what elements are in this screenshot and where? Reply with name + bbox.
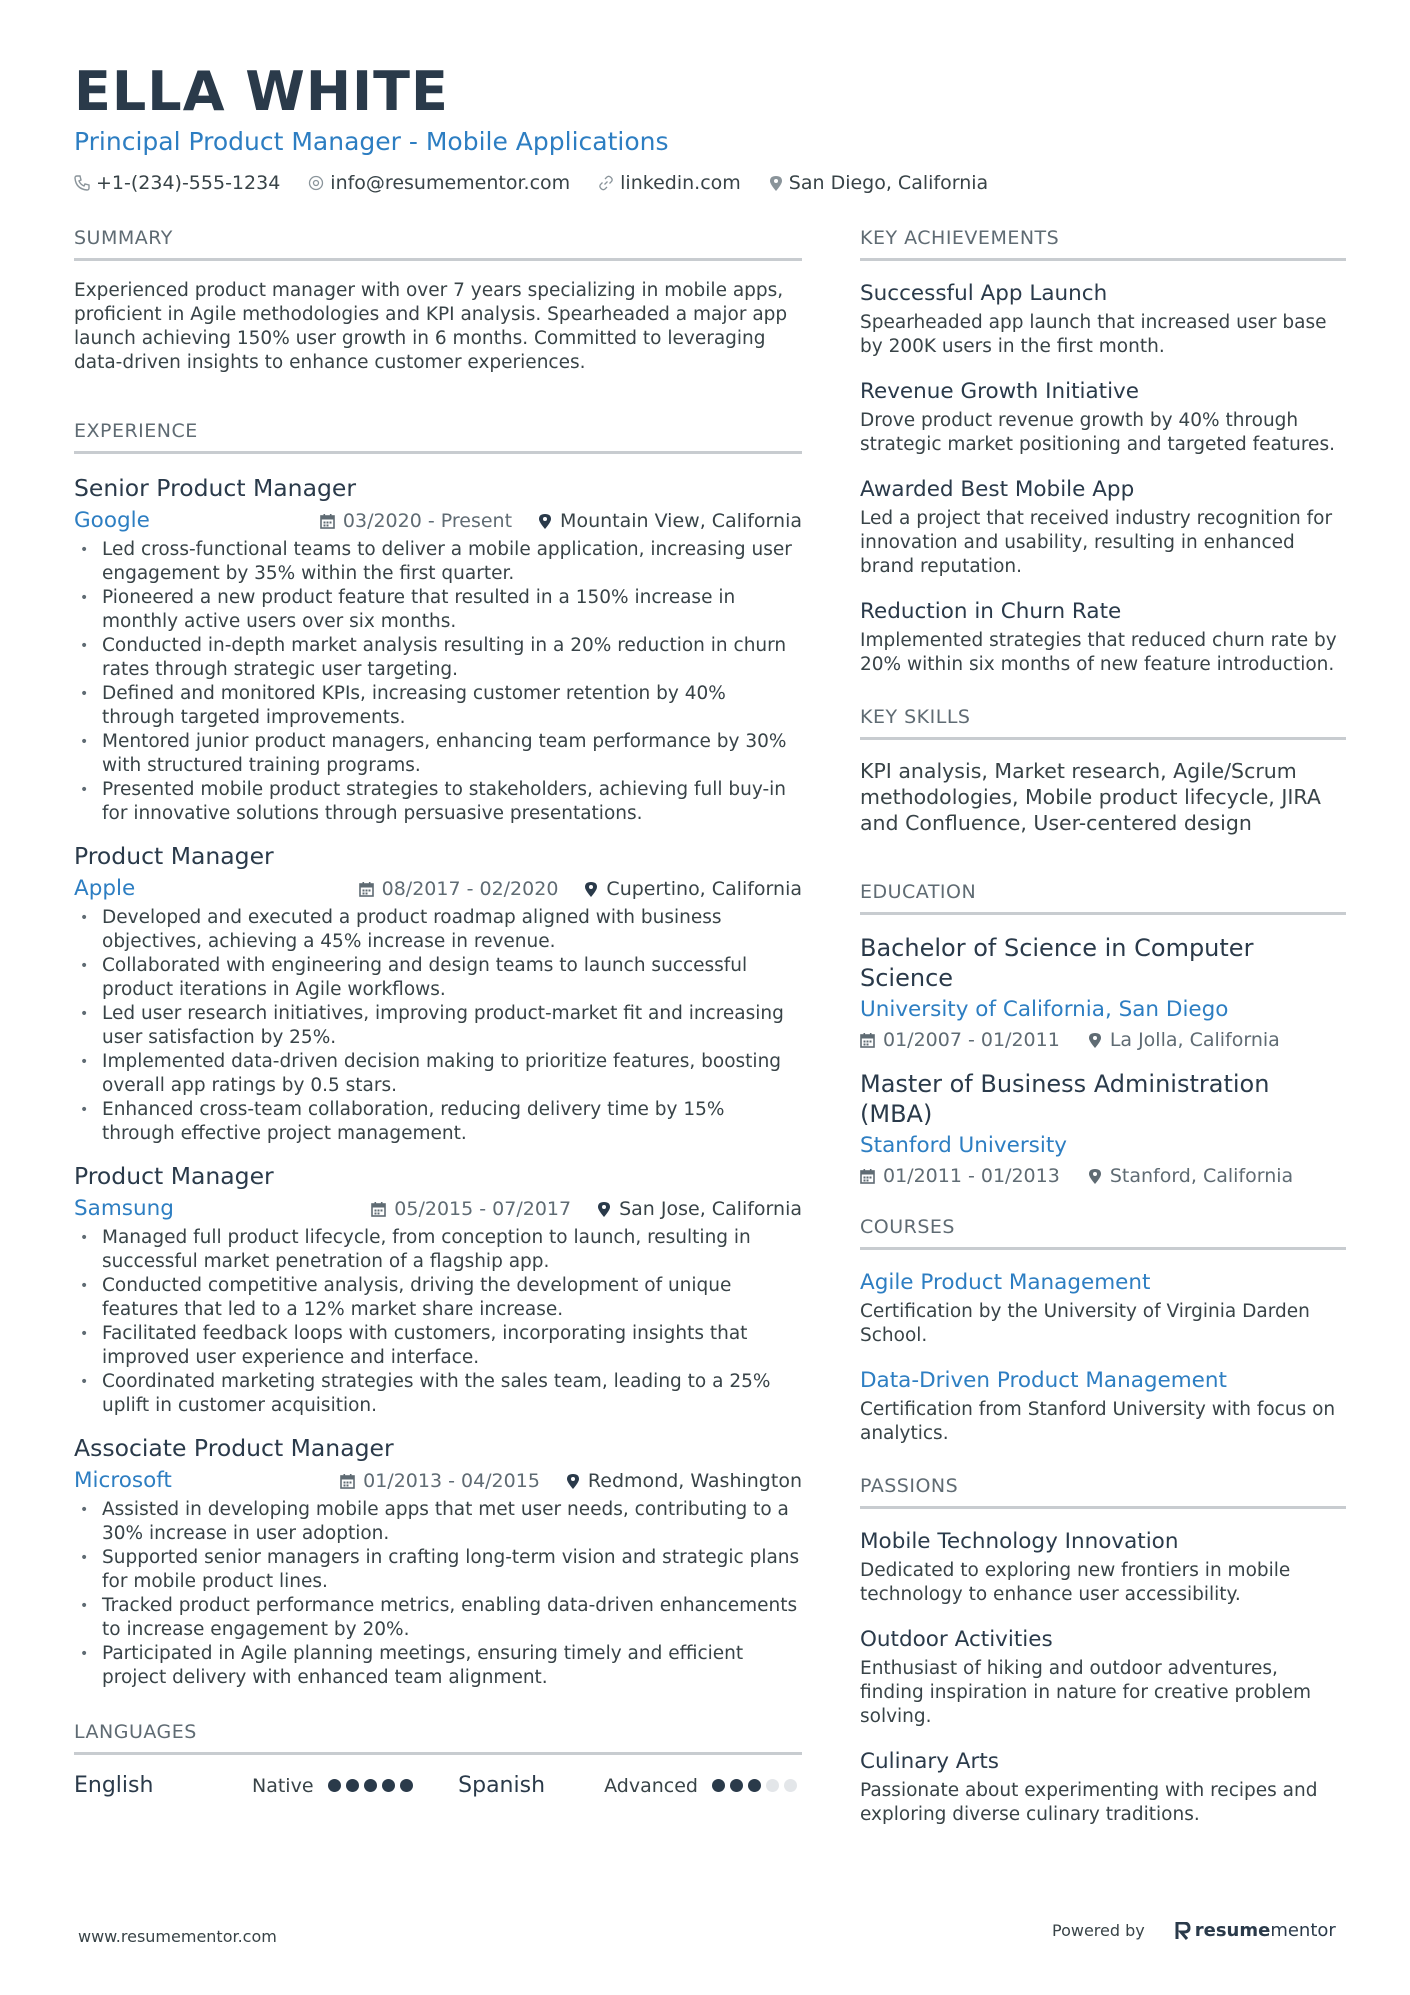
- rating-dot-filled: [382, 1779, 395, 1792]
- summary-text: Experienced product manager with over 7 years specializing in mobile apps, proficient in Agile methodologies and KPI analysis. Spearheaded a major app launch achieving 150% user growth in 6 months. Committed to leveraging data-driven insights to enhance customer experiences.: [74, 280, 788, 373]
- course-name: Data-Driven Product Management: [860, 1368, 1227, 1393]
- achievement-desc: Spearheaded app launch that increased user base by 200K users in the first month.: [860, 312, 1327, 357]
- job-dates: 05/2015 - 07/2017: [371, 1198, 571, 1220]
- job-bullets: [74, 538, 802, 826]
- contact-phone[interactable]: [74, 172, 280, 194]
- rating-dot-filled: [346, 1779, 359, 1792]
- phone-text: +1-(234)-555-1234: [96, 172, 281, 194]
- education-dates: 01/2007 - 01/2011: [860, 1029, 1060, 1051]
- left-column: [74, 226, 802, 1798]
- achievement-item: [860, 279, 1346, 359]
- job-dates: 08/2017 - 02/2020: [359, 878, 559, 900]
- bullet-item: • Defined and monitored KPIs, increasing customer retention by 40% through targeted improvements.: [74, 682, 802, 730]
- achievement-item: [860, 597, 1346, 677]
- bullet-item: • Conducted competitive analysis, driving the development of unique features that led to a 12% market share increase.: [74, 1274, 802, 1322]
- course-item: [860, 1366, 1346, 1446]
- company-name: Google: [74, 508, 150, 533]
- course-desc: Certification by the University of Virginia Darden School.: [860, 1301, 1310, 1346]
- contact-email[interactable]: [308, 172, 570, 194]
- experience-heading: EXPERIENCE: [74, 419, 802, 454]
- candidate-title: Principal Product Manager - Mobile Applications: [74, 127, 669, 156]
- passion-item: [860, 1747, 1346, 1827]
- education-section: [860, 880, 1346, 1187]
- job-title: Associate Product Manager: [74, 1434, 394, 1462]
- resumementor-logo-icon: [1175, 1922, 1191, 1940]
- contact-linkedin[interactable]: [598, 172, 741, 194]
- education-location: Stanford, California: [1088, 1165, 1293, 1187]
- education-location: La Jolla, California: [1088, 1029, 1280, 1051]
- languages-row: [74, 1773, 802, 1798]
- at-icon: [308, 175, 324, 191]
- job-bullets: [74, 1226, 802, 1418]
- footer-powered-by: [1052, 1920, 1336, 1941]
- location-pin-icon: [584, 881, 598, 898]
- achievement-item: [860, 377, 1346, 457]
- candidate-name: ELLA WHITE: [74, 60, 449, 123]
- achievements-section: [860, 226, 1346, 677]
- passions-heading: PASSIONS: [860, 1474, 1346, 1509]
- rating-dot-filled: [712, 1779, 725, 1792]
- company-name: Apple: [74, 876, 136, 901]
- language-name: Spanish: [458, 1773, 546, 1798]
- school-name: University of California, San Diego: [860, 997, 1229, 1022]
- rating-dot-filled: [748, 1779, 761, 1792]
- passion-title: Culinary Arts: [860, 1749, 999, 1774]
- calendar-icon: [359, 881, 374, 897]
- language-rating: [712, 1779, 802, 1792]
- languages-section: [74, 1720, 802, 1798]
- passions-section: [860, 1474, 1346, 1827]
- language-rating: [328, 1779, 418, 1792]
- job-meta: [74, 506, 802, 536]
- course-name: Agile Product Management: [860, 1270, 1151, 1295]
- job-location: Redmond, Washington: [566, 1470, 802, 1492]
- bullet-item: • Collaborated with engineering and design teams to launch successful product iterations in Agile workflows.: [74, 954, 802, 1002]
- bullet-item: • Mentored junior product managers, enhancing team performance by 30% with structured training programs.: [74, 730, 802, 778]
- education-heading: EDUCATION: [860, 880, 1346, 915]
- linkedin-text: linkedin.com: [620, 172, 741, 194]
- passion-title: Mobile Technology Innovation: [860, 1529, 1179, 1554]
- job-location: Cupertino, California: [584, 878, 802, 900]
- location-pin-icon: [1088, 1032, 1102, 1049]
- bullet-item: • Presented mobile product strategies to stakeholders, achieving full buy-in for innovative solutions through persuasive presentations.: [74, 778, 802, 826]
- bullet-item: • Facilitated feedback loops with customers, incorporating insights that improved user experience and interface.: [74, 1322, 802, 1370]
- bullet-item: • Led cross-functional teams to deliver a mobile application, increasing user engagement by 35% within the first quarter.: [74, 538, 802, 586]
- email-text: info@resumementor.com: [330, 172, 571, 194]
- footer-website[interactable]: www.resumementor.com: [78, 1927, 277, 1946]
- rating-dot-filled: [364, 1779, 377, 1792]
- education-meta: [860, 1029, 1346, 1051]
- company-name: Samsung: [74, 1196, 174, 1221]
- rating-dot-filled: [730, 1779, 743, 1792]
- location-pin-icon: [597, 1201, 611, 1218]
- passion-desc: Enthusiast of hiking and outdoor adventures, finding inspiration in nature for creative problem solving.: [860, 1658, 1312, 1727]
- course-desc: Certification from Stanford University with focus on analytics.: [860, 1399, 1336, 1444]
- degree-name: Master of Business Administration (MBA): [860, 1070, 1270, 1128]
- calendar-icon: [340, 1473, 355, 1489]
- bullet-item: • Participated in Agile planning meetings, ensuring timely and efficient project delivery with enhanced team alignment.: [74, 1642, 802, 1690]
- job-entry: [74, 472, 802, 826]
- phone-icon: [74, 175, 90, 191]
- bullet-item: • Coordinated marketing strategies with the sales team, leading to a 25% uplift in customer acquisition.: [74, 1370, 802, 1418]
- brand-logo[interactable]: resume mentor: [1175, 1920, 1336, 1941]
- job-entry: [74, 1432, 802, 1690]
- bullet-item: • Tracked product performance metrics, enabling data-driven enhancements to increase engagement by 20%.: [74, 1594, 802, 1642]
- job-entry: [74, 840, 802, 1146]
- achievements-heading: KEY ACHIEVEMENTS: [860, 226, 1346, 261]
- education-item: [860, 1069, 1346, 1187]
- job-location: San Jose, California: [597, 1198, 802, 1220]
- location-pin-icon: [1088, 1168, 1102, 1185]
- job-location: Mountain View, California: [538, 510, 802, 532]
- bullet-item: • Assisted in developing mobile apps that met user needs, contributing to a 30% increase in user adoption.: [74, 1498, 802, 1546]
- skills-heading: KEY SKILLS: [860, 705, 1346, 740]
- summary-section: [74, 226, 802, 375]
- passion-desc: Passionate about experimenting with recipes and exploring diverse culinary traditions.: [860, 1780, 1318, 1825]
- language-level: Native: [252, 1774, 314, 1797]
- bullet-item: • Supported senior managers in crafting long-term vision and strategic plans for mobile product lines.: [74, 1546, 802, 1594]
- skills-text: KPI analysis, Market research, Agile/Scrum methodologies, Mobile product lifecycle, JIRA and Confluence, User-centered design: [860, 759, 1321, 835]
- job-meta: [74, 1194, 802, 1224]
- language-name: English: [74, 1773, 154, 1798]
- link-icon: [598, 175, 614, 191]
- bullet-item: • Pioneered a new product feature that resulted in a 150% increase in monthly active users over six months.: [74, 586, 802, 634]
- job-title: Product Manager: [74, 1162, 274, 1190]
- contact-bar: [74, 172, 1344, 194]
- calendar-icon: [860, 1168, 875, 1184]
- job-entry: [74, 1160, 802, 1418]
- job-meta: [74, 874, 802, 904]
- passion-item: [860, 1625, 1346, 1729]
- passion-desc: Dedicated to exploring new frontiers in mobile technology to enhance user accessibility.: [860, 1560, 1291, 1605]
- job-title: Product Manager: [74, 842, 274, 870]
- bullet-item: • Implemented data-driven decision making to prioritize features, boosting overall app ratings by 0.5 stars.: [74, 1050, 802, 1098]
- job-title: Senior Product Manager: [74, 474, 357, 502]
- job-dates: 01/2013 - 04/2015: [340, 1470, 540, 1492]
- rating-dot-filled: [400, 1779, 413, 1792]
- course-item: [860, 1268, 1346, 1348]
- achievement-desc: Implemented strategies that reduced churn rate by 20% within six months of new feature introduction.: [860, 630, 1337, 675]
- location-pin-icon: [538, 513, 552, 530]
- skills-section: [860, 705, 1346, 836]
- achievement-item: [860, 475, 1346, 579]
- passion-title: Outdoor Activities: [860, 1627, 1053, 1652]
- rating-dot-filled: [328, 1779, 341, 1792]
- location-pin-icon: [769, 175, 783, 192]
- achievement-title: Reduction in Churn Rate: [860, 599, 1122, 624]
- achievement-title: Successful App Launch: [860, 281, 1108, 306]
- location-text: San Diego, California: [788, 172, 989, 194]
- bullet-item: • Conducted in-depth market analysis resulting in a 20% reduction in churn rates through strategic user targeting.: [74, 634, 802, 682]
- experience-section: [74, 419, 802, 1690]
- bullet-item: • Led user research initiatives, improving product-market fit and increasing user satisfaction by 25%.: [74, 1002, 802, 1050]
- degree-name: Bachelor of Science in Computer Science: [860, 934, 1254, 992]
- job-meta: [74, 1466, 802, 1496]
- powered-by-label: Powered by: [1052, 1921, 1145, 1940]
- courses-heading: COURSES: [860, 1215, 1346, 1250]
- achievement-title: Awarded Best Mobile App: [860, 477, 1135, 502]
- bullet-item: • Managed full product lifecycle, from conception to launch, resulting in successful market penetration of a flagship app.: [74, 1226, 802, 1274]
- location-pin-icon: [566, 1473, 580, 1490]
- language-level: Advanced: [604, 1774, 698, 1797]
- rating-dot-empty: [784, 1779, 797, 1792]
- achievement-desc: Led a project that received industry recognition for innovation and usability, resulting in enhanced brand reputation.: [860, 508, 1333, 577]
- bullet-item: • Enhanced cross-team collaboration, reducing delivery time by 15% through effective project management.: [74, 1098, 802, 1146]
- bullet-item: • Developed and executed a product roadmap aligned with business objectives, achieving a 45% increase in revenue.: [74, 906, 802, 954]
- courses-section: [860, 1215, 1346, 1446]
- contact-location: [769, 172, 988, 194]
- calendar-icon: [371, 1201, 386, 1217]
- language-item: [458, 1773, 802, 1798]
- calendar-icon: [860, 1032, 875, 1048]
- job-dates: 03/2020 - Present: [320, 510, 512, 532]
- calendar-icon: [320, 513, 335, 529]
- right-column: [860, 226, 1346, 1845]
- job-bullets: [74, 906, 802, 1146]
- job-bullets: [74, 1498, 802, 1690]
- language-item: [74, 1773, 418, 1798]
- languages-heading: LANGUAGES: [74, 1720, 802, 1755]
- education-dates: 01/2011 - 01/2013: [860, 1165, 1060, 1187]
- achievement-title: Revenue Growth Initiative: [860, 379, 1139, 404]
- resume-header: [74, 62, 1344, 194]
- passion-item: [860, 1527, 1346, 1607]
- education-meta: [860, 1165, 1346, 1187]
- education-item: [860, 933, 1346, 1051]
- rating-dot-empty: [766, 1779, 779, 1792]
- school-name: Stanford University: [860, 1133, 1068, 1158]
- company-name: Microsoft: [74, 1468, 172, 1493]
- achievement-desc: Drove product revenue growth by 40% through strategic market positioning and targeted features.: [860, 410, 1335, 455]
- summary-heading: SUMMARY: [74, 226, 802, 261]
